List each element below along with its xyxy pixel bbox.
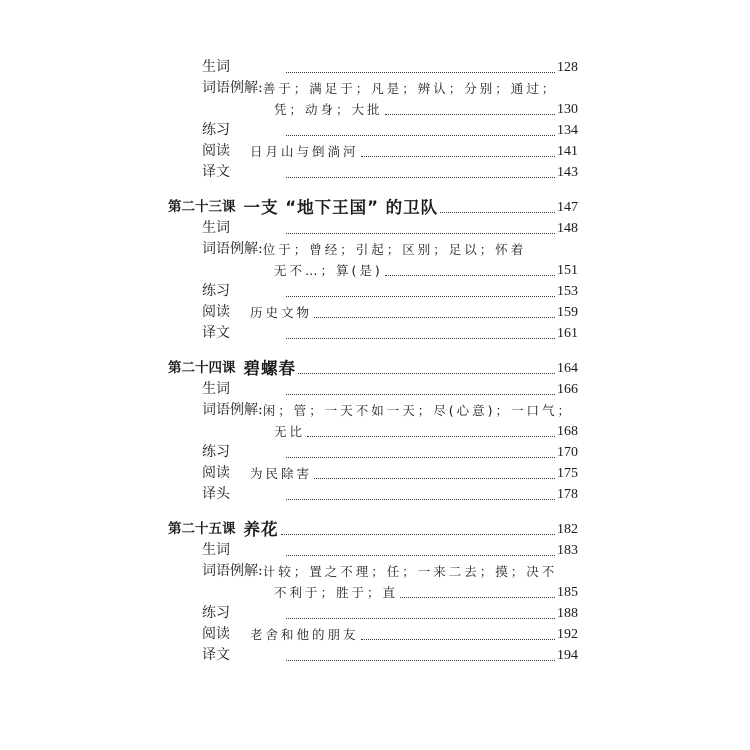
dot-leader bbox=[286, 394, 555, 395]
toc-entry-examples bbox=[168, 78, 578, 99]
toc-entry-reading[interactable] bbox=[168, 624, 578, 645]
toc-entry-reading[interactable] bbox=[168, 463, 578, 484]
dot-leader bbox=[385, 114, 555, 115]
dot-leader bbox=[400, 597, 555, 598]
page-number: 143 bbox=[557, 165, 578, 180]
lesson-heading-25[interactable] bbox=[168, 519, 578, 540]
toc-entry-translation[interactable] bbox=[168, 162, 578, 183]
entry-label: 译文 bbox=[202, 164, 230, 180]
page-number: 164 bbox=[557, 361, 578, 376]
toc-entry-vocab[interactable] bbox=[168, 379, 578, 400]
page-number: 182 bbox=[557, 522, 578, 537]
reading-title: 老舍和他的朋友 bbox=[250, 627, 359, 642]
examples-line: 无比 bbox=[274, 424, 306, 439]
lesson-number: 第二十四课 bbox=[168, 360, 236, 376]
page-number: 170 bbox=[557, 445, 578, 460]
dot-leader bbox=[307, 436, 555, 437]
dot-leader bbox=[314, 317, 555, 318]
entry-label: 练习 bbox=[202, 605, 230, 621]
examples-line: 闲；管；一天不如一天；尽(心意)；一口气； bbox=[262, 403, 573, 418]
entry-label: 译头 bbox=[202, 486, 230, 502]
dot-leader bbox=[298, 373, 555, 374]
reading-title: 历史文物 bbox=[250, 305, 313, 320]
toc-entry-exercise[interactable] bbox=[168, 603, 578, 624]
entry-label: 词语例解: bbox=[202, 402, 263, 418]
page-number: 183 bbox=[557, 543, 578, 558]
page-number: 161 bbox=[557, 326, 578, 341]
examples-line: 计较；置之不理；任；一来二去；摸；决不 bbox=[262, 564, 558, 579]
dot-leader bbox=[361, 156, 555, 157]
dot-leader bbox=[440, 212, 555, 213]
toc-entry-examples-cont[interactable] bbox=[168, 260, 578, 281]
dot-leader bbox=[286, 660, 555, 661]
lesson-number: 第二十三课 bbox=[168, 199, 236, 215]
toc-entry-examples bbox=[168, 400, 578, 421]
dot-leader bbox=[286, 233, 555, 234]
examples-line: 位于；曾经；引起；区别；足以；怀着 bbox=[262, 242, 527, 257]
entry-label: 阅读 bbox=[202, 304, 230, 320]
dot-leader bbox=[286, 296, 555, 297]
entry-label: 练习 bbox=[202, 444, 230, 460]
toc-entry-examples bbox=[168, 561, 578, 582]
dot-leader bbox=[286, 499, 555, 500]
entry-label: 译文 bbox=[202, 647, 230, 663]
page-number: 130 bbox=[557, 102, 578, 117]
toc-entry-reading[interactable] bbox=[168, 141, 578, 162]
dot-leader bbox=[286, 457, 555, 458]
toc-entry-vocab[interactable] bbox=[168, 218, 578, 239]
page-number: 185 bbox=[557, 585, 578, 600]
reading-title: 日月山与倒淌河 bbox=[250, 144, 359, 159]
dot-leader bbox=[286, 177, 555, 178]
toc-entry-reading[interactable] bbox=[168, 302, 578, 323]
toc-entry-examples bbox=[168, 239, 578, 260]
entry-label: 阅读 bbox=[202, 143, 230, 159]
toc-entry-examples-cont[interactable] bbox=[168, 99, 578, 120]
toc-entry-exercise[interactable] bbox=[168, 442, 578, 463]
toc-entry-exercise[interactable] bbox=[168, 281, 578, 302]
entry-label: 词语例解: bbox=[202, 241, 263, 257]
table-of-contents bbox=[168, 57, 578, 666]
lesson-heading-23[interactable] bbox=[168, 197, 578, 218]
dot-leader bbox=[286, 555, 555, 556]
dot-leader bbox=[361, 639, 555, 640]
entry-label: 阅读 bbox=[202, 465, 230, 481]
page-number: 166 bbox=[557, 382, 578, 397]
dot-leader bbox=[286, 618, 555, 619]
lesson-title: 养花 bbox=[243, 520, 279, 539]
entry-label: 译文 bbox=[202, 325, 230, 341]
examples-line: 不利于；胜于；直 bbox=[274, 585, 399, 600]
lesson-heading-24[interactable] bbox=[168, 358, 578, 379]
toc-entry-exercise[interactable] bbox=[168, 120, 578, 141]
dot-leader bbox=[314, 478, 555, 479]
toc-entry-translation[interactable] bbox=[168, 484, 578, 505]
dot-leader bbox=[286, 135, 555, 136]
lesson-title: 碧螺春 bbox=[243, 359, 296, 378]
toc-entry-vocab[interactable] bbox=[168, 57, 578, 78]
toc-entry-translation[interactable] bbox=[168, 645, 578, 666]
page-number: 134 bbox=[557, 123, 578, 138]
examples-line: 善于；满足于；凡是；辨认；分别；通过； bbox=[262, 81, 558, 96]
entry-label: 阅读 bbox=[202, 626, 230, 642]
page-number: 175 bbox=[557, 466, 578, 481]
toc-entry-translation[interactable] bbox=[168, 323, 578, 344]
entry-label: 生词 bbox=[202, 220, 230, 236]
page-number: 128 bbox=[557, 60, 578, 75]
dot-leader bbox=[385, 275, 555, 276]
page-number: 147 bbox=[557, 200, 578, 215]
toc-entry-examples-cont[interactable] bbox=[168, 421, 578, 442]
lesson-title: 一支 “地下王国” 的卫队 bbox=[243, 198, 439, 217]
page-number: 192 bbox=[557, 627, 578, 642]
reading-title: 为民除害 bbox=[250, 466, 313, 481]
entry-label: 词语例解: bbox=[202, 80, 263, 96]
entry-label: 练习 bbox=[202, 283, 230, 299]
lesson-number: 第二十五课 bbox=[168, 521, 236, 537]
dot-leader bbox=[286, 338, 555, 339]
examples-line: 无不…；算(是) bbox=[274, 263, 383, 278]
toc-entry-vocab[interactable] bbox=[168, 540, 578, 561]
entry-label: 练习 bbox=[202, 122, 230, 138]
entry-label: 生词 bbox=[202, 381, 230, 397]
page-number: 188 bbox=[557, 606, 578, 621]
page-number: 194 bbox=[557, 648, 578, 663]
page-number: 141 bbox=[557, 144, 578, 159]
page-number: 148 bbox=[557, 221, 578, 236]
dot-leader bbox=[281, 534, 556, 535]
page-number: 159 bbox=[557, 305, 578, 320]
entry-label: 生词 bbox=[202, 59, 230, 75]
page-number: 151 bbox=[557, 263, 578, 278]
entry-label: 生词 bbox=[202, 542, 230, 558]
page-number: 178 bbox=[557, 487, 578, 502]
toc-entry-examples-cont[interactable] bbox=[168, 582, 578, 603]
dot-leader bbox=[286, 72, 555, 73]
examples-line: 凭；动身；大批 bbox=[274, 102, 383, 117]
page-number: 153 bbox=[557, 284, 578, 299]
page-number: 168 bbox=[557, 424, 578, 439]
entry-label: 词语例解: bbox=[202, 563, 263, 579]
